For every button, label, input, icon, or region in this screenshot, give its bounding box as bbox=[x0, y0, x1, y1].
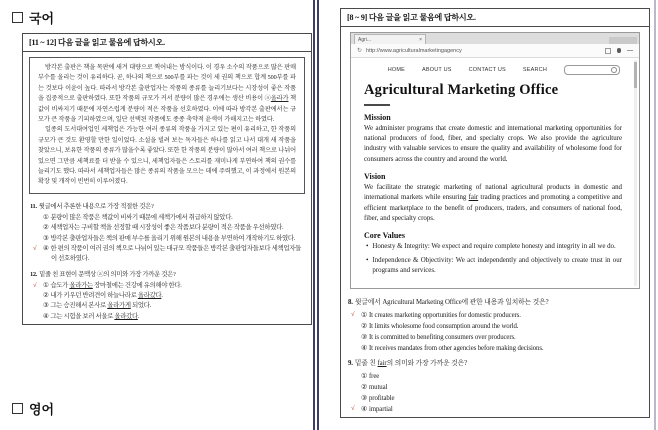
nav-item-home[interactable]: HOME bbox=[387, 67, 405, 73]
vision-text: We facilitate the strategic marketing of national agricultural products in domestic and international markets while ensuring fair trading practices and promoting a competitive and efficient marketplace to the benefit of producers, traders, and consumers of national food, fiber, and specialty crops. bbox=[364, 183, 622, 223]
mission-heading: Mission bbox=[364, 112, 391, 122]
section-title-korean: 국어 bbox=[29, 11, 55, 26]
underlined-word-fair: fair bbox=[377, 359, 387, 367]
question-11-stem: 11. 윗글에서 추론한 내용으로 가장 적절한 것은? bbox=[30, 202, 154, 210]
option-number: ④ bbox=[361, 344, 367, 352]
core-values-heading: Core Values bbox=[364, 231, 405, 241]
search-input[interactable] bbox=[564, 65, 620, 75]
page-edge-line bbox=[313, 0, 315, 430]
scrollbar[interactable] bbox=[634, 60, 637, 286]
korean-exam-page bbox=[0, 0, 313, 430]
option-number: ① bbox=[43, 281, 49, 289]
answer-option[interactable]: √ ① 습도가 올라가는 장마철에는 건강에 유의해야 한다. bbox=[30, 281, 304, 291]
tab-label: Agri... bbox=[358, 36, 372, 43]
question-number: 8. bbox=[348, 299, 353, 307]
page-title: Agricultural Marketing Office bbox=[364, 82, 559, 98]
question-11 bbox=[23, 199, 311, 267]
option-number: ② bbox=[43, 291, 49, 299]
reload-icon[interactable]: ↻ bbox=[357, 48, 363, 54]
profile-icon[interactable] bbox=[617, 48, 622, 53]
answer-option[interactable]: ② 내가 키우던 반려견이 하늘나라로 올라갔다. bbox=[43, 291, 163, 299]
tab-close-icon[interactable]: × bbox=[419, 36, 422, 43]
vision-heading: Vision bbox=[364, 171, 386, 181]
question-range-header: [11 ~ 12] 다음 글을 읽고 물음에 답하시오. bbox=[23, 34, 311, 52]
question-number: 11. bbox=[30, 202, 37, 210]
bullet-icon: • bbox=[366, 256, 369, 264]
menu-icon[interactable] bbox=[627, 50, 633, 52]
option-number: ③ bbox=[361, 333, 367, 341]
answer-option[interactable] bbox=[348, 404, 642, 415]
answer-checkmark: √ bbox=[33, 281, 37, 289]
english-section-header bbox=[12, 399, 54, 418]
underlined-phrase: 올라가게 bbox=[107, 302, 131, 310]
core-value-item: • Independence & Objectivity: We act independently and objectively to create trust in our programs and services. bbox=[366, 256, 622, 277]
answer-option[interactable] bbox=[30, 234, 304, 244]
section-checkbox-icon bbox=[12, 12, 23, 23]
browser-tab[interactable] bbox=[354, 34, 426, 44]
option-text: It is committed to benefiting consumers over producers. bbox=[369, 333, 516, 341]
answer-option[interactable] bbox=[348, 371, 642, 382]
option-text: 분량이 많은 작품은 책값이 비싸기 때문에 세책가에서 취급하지 않았다. bbox=[50, 213, 233, 221]
option-text: 세책업자는 구비할 책을 선정할 때 시장성이 좋은 작품보다 분량이 적은 작품을 우선하였다. bbox=[50, 224, 284, 232]
answer-checkmark: √ bbox=[351, 310, 355, 318]
option-number: ③ bbox=[43, 234, 49, 242]
url-text: http://www.agriculturalmarketingagency bbox=[366, 47, 462, 54]
option-text: It receives mandates from other agencies before making decisions. bbox=[369, 344, 544, 352]
option-text: 방각본 출판업자들은 책의 판매 부수를 올리기 위해 원본의 내용을 부연하여 개작하기도 하였다. bbox=[50, 234, 296, 242]
answer-option[interactable] bbox=[348, 382, 642, 393]
answer-option[interactable] bbox=[348, 332, 642, 343]
passage-paragraph-2: 일종의 도서대여업인 세책업은 가능한 여러 종류의 작품을 가지고 있는 편이 유리하고, 한 작품의 규모가 큰 것도 환영할 만한 일이었다. 소설을 빌려 보는 독자들은 하나를 읽고 나서 대개 새 작품을 찾았으니, 보유한 작품의 종류가 많을수록 좋았다. 또한 한 작품의 분량이 많아서 여러 책으로 나뉘어 있으면 그만큼 세책료를 더 받을 수 있으니, 세책업자들은 스토리를 재미나게 부연하여 책의 권수를 늘리기도 했다. 따라서 세책업자들은 많은 종류의 작품을 모으는 데에 주력했고, 이 과정에서 원본의 확장 및 개작이 빈번히 이루어졌다. bbox=[38, 126, 296, 186]
question-8-stem: 8. 윗글에서 Agricultural Marketing Office에 관한 내용과 일치하는 것은? bbox=[348, 299, 549, 307]
section-checkbox-icon bbox=[12, 403, 23, 414]
answer-option[interactable]: ③ 그는 승진해서 본사로 올라가게 되었다. bbox=[43, 302, 151, 310]
option-text: 한 편의 작품이 여러 권의 책으로 나뉘어 있는 대규모 작품들은 방각본 출판업자들보다 세책업자들이 선호하였다. bbox=[50, 244, 301, 263]
underlined-word-fair: fair bbox=[468, 194, 479, 202]
answer-option[interactable] bbox=[348, 310, 642, 321]
answer-option[interactable] bbox=[30, 213, 304, 223]
bullet-icon: • bbox=[366, 243, 369, 251]
question-9 bbox=[341, 356, 649, 417]
option-text: free bbox=[369, 372, 380, 380]
passage-paragraph-1: 방각본 출판은 책을 목판에 새겨 대량으로 찍어내는 방식이다. 이 경우 소수의 작품으로 많은 판매 부수를 올리는 것이 유리하다. 곧, 하나의 책으로 500부를 파는 것이 세 권의 책으로 합계 500부를 파는 것보다 이윤이 높다. 따라서 방각본 출판업자는 작품의 종류를 늘리기보다는 시장성이 좋은 작품을 집중적으로 출판하였다. 또한 작품의 규모가 커서 분량이 많은 경우에는 생산 비용이 ⓐ올라가 책값이 비싸지기 때문에 자연스럽게 분량이 적은 작품을 선호하였다. 이에 따라 방각본 출판에서는 규모가 큰 작품을 기피하였으며, 일단 선택된 작품에도 종종 축약적 윤색이 가해지고는 하였다. bbox=[38, 64, 296, 124]
option-number: ② bbox=[361, 383, 367, 391]
section-title-english: 영어 bbox=[29, 402, 55, 417]
address-bar-icons bbox=[605, 48, 634, 54]
nav-item-about[interactable]: ABOUT US bbox=[422, 67, 452, 73]
answer-option[interactable] bbox=[30, 223, 304, 233]
answer-option[interactable]: ④ 그는 시험을 보러 서울로 올라갔다. bbox=[43, 312, 140, 320]
question-number: 9. bbox=[348, 359, 353, 367]
option-number: ④ bbox=[43, 312, 49, 320]
window-controls[interactable] bbox=[609, 37, 637, 44]
title-rule bbox=[364, 104, 390, 106]
option-number: ① bbox=[43, 213, 49, 221]
option-number: ③ bbox=[361, 394, 367, 402]
answer-checkmark: √ bbox=[351, 404, 355, 412]
option-number: ① bbox=[361, 372, 367, 380]
extension-icon[interactable] bbox=[605, 48, 611, 54]
option-text: impartial bbox=[369, 405, 393, 413]
browser-address-bar[interactable] bbox=[351, 44, 639, 58]
browser-window bbox=[350, 32, 640, 289]
english-exam-page bbox=[322, 0, 654, 430]
underlined-word-a: 올라가 bbox=[270, 95, 289, 103]
question-range-header: [8 ~ 9] 다음 글을 읽고 물음에 답하시오. bbox=[341, 9, 649, 27]
question-9-stem: 9. 밑줄 친 fair의 의미와 가장 가까운 것은? bbox=[348, 359, 467, 367]
scrollbar-thumb[interactable] bbox=[634, 62, 637, 88]
option-text: It limits wholesome food consumption around the world. bbox=[369, 322, 519, 330]
answer-option[interactable] bbox=[348, 393, 642, 404]
page-edge-line bbox=[317, 0, 319, 430]
korean-passage bbox=[29, 57, 305, 194]
page-edge-line bbox=[654, 0, 656, 430]
option-text: mutual bbox=[369, 383, 388, 391]
option-number: ④ bbox=[361, 405, 367, 413]
question-number: 12. bbox=[30, 270, 38, 278]
answer-option[interactable] bbox=[348, 343, 642, 354]
question-12 bbox=[23, 267, 311, 324]
mission-text: We administer programs that create domestic and international marketing opportunities for national producers of food, fiber, and specialty crops. We also provide the agriculture industry with valuable services to ensure the quality and availability of wholesome food for consumers across the country and around the world. bbox=[364, 124, 622, 163]
answer-option[interactable] bbox=[348, 321, 642, 332]
answer-checkmark: √ bbox=[33, 244, 37, 252]
english-question-set bbox=[340, 8, 650, 418]
question-12-stem: 12. 밑줄 친 표현이 문맥상 ⓐ의 의미와 가장 가까운 것은? bbox=[30, 270, 176, 278]
core-value-item: • Honesty & Integrity: We expect and require complete honesty and integrity in all we do. bbox=[366, 242, 622, 252]
option-number: ① bbox=[361, 311, 367, 319]
korean-section-header bbox=[12, 8, 54, 27]
nav-item-contact[interactable]: CONTACT US bbox=[468, 67, 506, 73]
korean-question-set bbox=[22, 33, 312, 325]
answer-option[interactable] bbox=[30, 244, 304, 265]
option-text: It creates marketing opportunities for domestic producers. bbox=[369, 311, 521, 319]
option-number: ④ bbox=[43, 244, 49, 252]
site-nav bbox=[364, 65, 620, 75]
nav-item-search[interactable]: SEARCH bbox=[522, 67, 547, 73]
underlined-phrase: 올라갔다 bbox=[114, 312, 138, 320]
search-icon bbox=[611, 67, 617, 73]
question-8 bbox=[341, 295, 649, 356]
underlined-phrase: 올라가는 bbox=[69, 281, 93, 289]
underlined-phrase: 올라갔다 bbox=[137, 291, 162, 299]
option-number: ③ bbox=[43, 302, 49, 310]
option-number: ② bbox=[43, 224, 49, 232]
option-number: ② bbox=[361, 322, 367, 330]
option-text: profitable bbox=[369, 394, 395, 402]
browser-tab-bar bbox=[351, 33, 639, 44]
webpage-content bbox=[351, 58, 639, 288]
